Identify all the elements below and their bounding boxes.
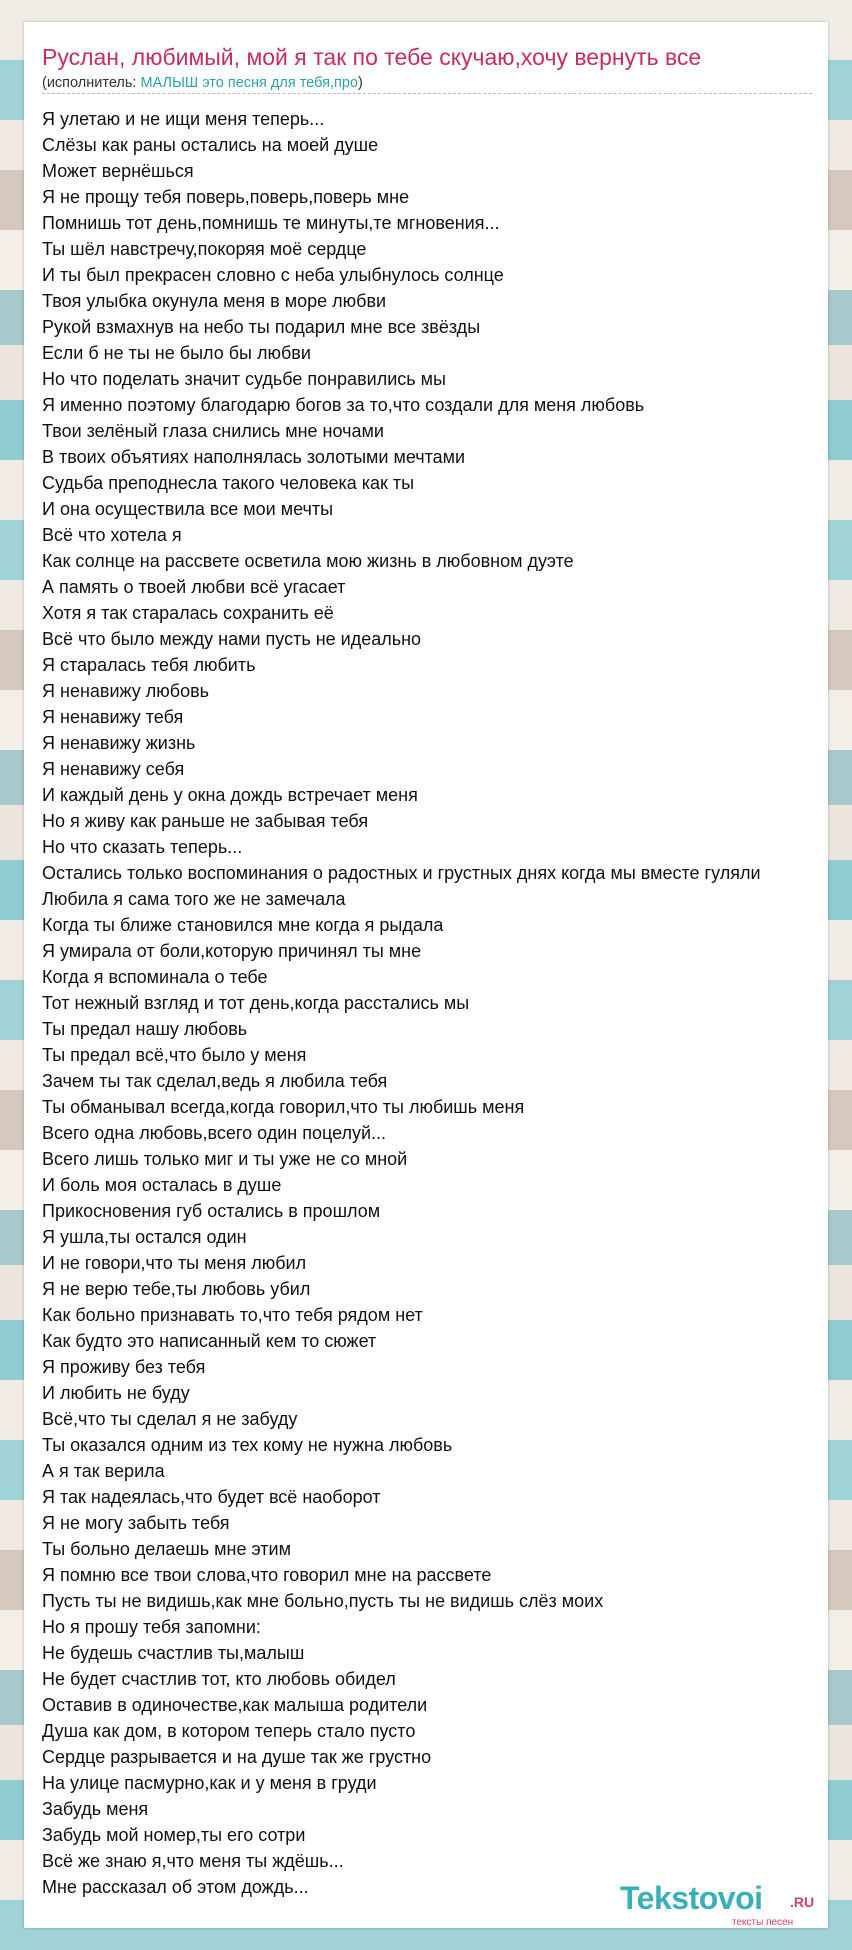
lyric-line: Ты шёл навстречу,покоряя моё сердце [42, 239, 367, 259]
header-divider [42, 93, 812, 94]
lyric-line: Не будет счастлив тот, кто любовь обидел [42, 1669, 396, 1689]
lyric-line: Ты предал нашу любовь [42, 1019, 248, 1039]
lyric-line: Если б не ты не было бы любви [42, 343, 311, 363]
lyric-line: Помнишь тот день,помнишь те минуты,те мгновения... [42, 213, 500, 233]
lyric-line: Всего лишь только миг и ты уже не со мной [42, 1149, 408, 1169]
lyric-line: Ты обманывал всегда,когда говорил,что ты любишь меня [42, 1097, 525, 1117]
lyric-line: Я умирала от боли,которую причинял ты мне [42, 941, 422, 961]
lyric-line: Оставив в одиночестве,как малыша родители [42, 1695, 428, 1715]
lyric-line: Но что поделать значит судьбе понравились мы [42, 369, 446, 389]
lyric-line: В твоих объятиях наполнялась золотыми мечтами [42, 447, 466, 467]
lyric-line: И ты был прекрасен словно с неба улыбнулось солнце [42, 265, 504, 285]
lyrics-text [42, 106, 852, 1900]
lyric-line: Пусть ты не видишь,как мне больно,пусть ты не видишь слёз моих [42, 1591, 604, 1611]
lyric-line: Слёзы как раны остались на моей душе [42, 135, 379, 155]
lyric-line: Я ненавижу тебя [42, 707, 184, 727]
lyric-line: Забудь мой номер,ты его сотри [42, 1825, 306, 1845]
lyric-line: Как солнце на рассвете осветила мою жизнь в любовном дуэте [42, 551, 574, 571]
lyric-line: Рукой взмахнув на небо ты подарил мне все звёзды [42, 317, 481, 337]
lyric-line: Я помню все твои слова,что говорил мне на рассвете [42, 1565, 492, 1585]
song-about-link[interactable]: это песня для тебя,про [198, 75, 358, 91]
lyric-line: И не говори,что ты меня любил [42, 1253, 307, 1273]
lyric-line: Я улетаю и не ищи меня теперь... [42, 109, 325, 129]
lyric-line: Тот нежный взгляд и тот день,когда расстались мы [42, 993, 470, 1013]
lyric-line: И она осуществила все мои мечты [42, 499, 334, 519]
lyric-line: Я не верю тебе,ты любовь убил [42, 1279, 311, 1299]
lyric-line: Я не прощу тебя поверь,поверь,поверь мне [42, 187, 410, 207]
lyric-line: Всего одна любовь,всего один поцелуй... [42, 1123, 387, 1143]
lyric-line: Не будешь счастлив ты,малыш [42, 1643, 305, 1663]
lyric-line: Но я прошу тебя запомни: [42, 1617, 261, 1637]
lyric-line: Как будто это написанный кем то сюжет [42, 1331, 377, 1351]
lyric-line: Я так надеялась,что будет всё наоборот [42, 1487, 381, 1507]
lyric-line: Ты предал всё,что было у меня [42, 1045, 307, 1065]
lyric-line: И боль моя осталась в душе [42, 1175, 282, 1195]
song-title: Руслан, любимый, мой я так по тебе скучаю,хочу вернуть все [42, 44, 702, 70]
subtitle-prefix: (исполнитель: [42, 75, 141, 91]
song-subtitle [42, 74, 363, 92]
lyric-line: На улице пасмурно,как и у меня в груди [42, 1773, 377, 1793]
lyric-line: Я ненавижу любовь [42, 681, 210, 701]
lyric-line: Но я живу как раньше не забывая тебя [42, 811, 369, 831]
lyric-line: Я именно поэтому благодарю богов за то,что создали для меня любовь [42, 395, 645, 415]
lyric-line: Мне рассказал об этом дождь... [42, 1877, 309, 1897]
lyric-line: Я не могу забыть тебя [42, 1513, 230, 1533]
lyric-line: Я проживу без тебя [42, 1357, 206, 1377]
lyric-line: Когда ты ближе становился мне когда я рыдала [42, 915, 444, 935]
lyric-line: Судьба преподнесла такого человека как ты [42, 473, 415, 493]
lyric-line: Я ушла,ты остался один [42, 1227, 247, 1247]
lyric-line: Всё же знаю я,что меня ты ждёшь... [42, 1851, 344, 1871]
lyric-line: Всё что было между нами пусть не идеально [42, 629, 422, 649]
logo-domain: .RU [790, 1894, 815, 1910]
lyrics-card [24, 22, 828, 1928]
lyric-line: Когда я вспоминала о тебе [42, 967, 268, 987]
lyric-line: Всё что хотела я [42, 525, 182, 545]
lyric-line: Твои зелёный глаза снились мне ночами [42, 421, 384, 441]
lyric-line: Всё,что ты сделал я не забуду [42, 1409, 298, 1429]
artist-link[interactable]: МАЛЫШ [140, 75, 199, 91]
lyric-line: И любить не буду [42, 1383, 190, 1403]
lyric-line: Зачем ты так сделал,ведь я любила тебя [42, 1071, 388, 1091]
logo-tagline: тексты песен [732, 1917, 794, 1928]
lyric-line: Как больно признавать то,что тебя рядом нет [42, 1305, 423, 1325]
lyric-line: Я ненавижу себя [42, 759, 185, 779]
lyric-line: А память о твоей любви всё угасает [42, 577, 346, 597]
lyric-line: Может вернёшься [42, 161, 194, 181]
lyric-line: Хотя я так старалась сохранить её [42, 603, 334, 623]
lyric-line: Прикосновения губ остались в прошлом [42, 1201, 381, 1221]
lyric-line: Душа как дом, в котором теперь стало пусто [42, 1721, 416, 1741]
lyric-line: Я ненавижу жизнь [42, 733, 196, 753]
lyric-line: Ты оказался одним из тех кому не нужна любовь [42, 1435, 453, 1455]
lyric-line: Сердце разрывается и на душе так же грустно [42, 1747, 432, 1767]
logo-wordmark: Tekstovoi [620, 1880, 763, 1916]
lyric-line: Ты больно делаешь мне этим [42, 1539, 291, 1559]
lyric-line: Но что сказать теперь... [42, 837, 243, 857]
lyric-line: Я старалась тебя любить [42, 655, 256, 675]
lyric-line: Остались только воспоминания о радостных и грустных днях когда мы вместе гуляли [42, 863, 761, 883]
subtitle-suffix: ) [357, 75, 363, 91]
lyric-line: И каждый день у окна дождь встречает меня [42, 785, 418, 805]
lyric-line: Любила я сама того же не замечала [42, 889, 346, 909]
lyric-line: Твоя улыбка окунула меня в море любви [42, 291, 387, 311]
lyric-line: А я так верила [42, 1461, 165, 1481]
site-logo[interactable] [620, 1880, 852, 1940]
lyric-line: Забудь меня [42, 1799, 149, 1819]
